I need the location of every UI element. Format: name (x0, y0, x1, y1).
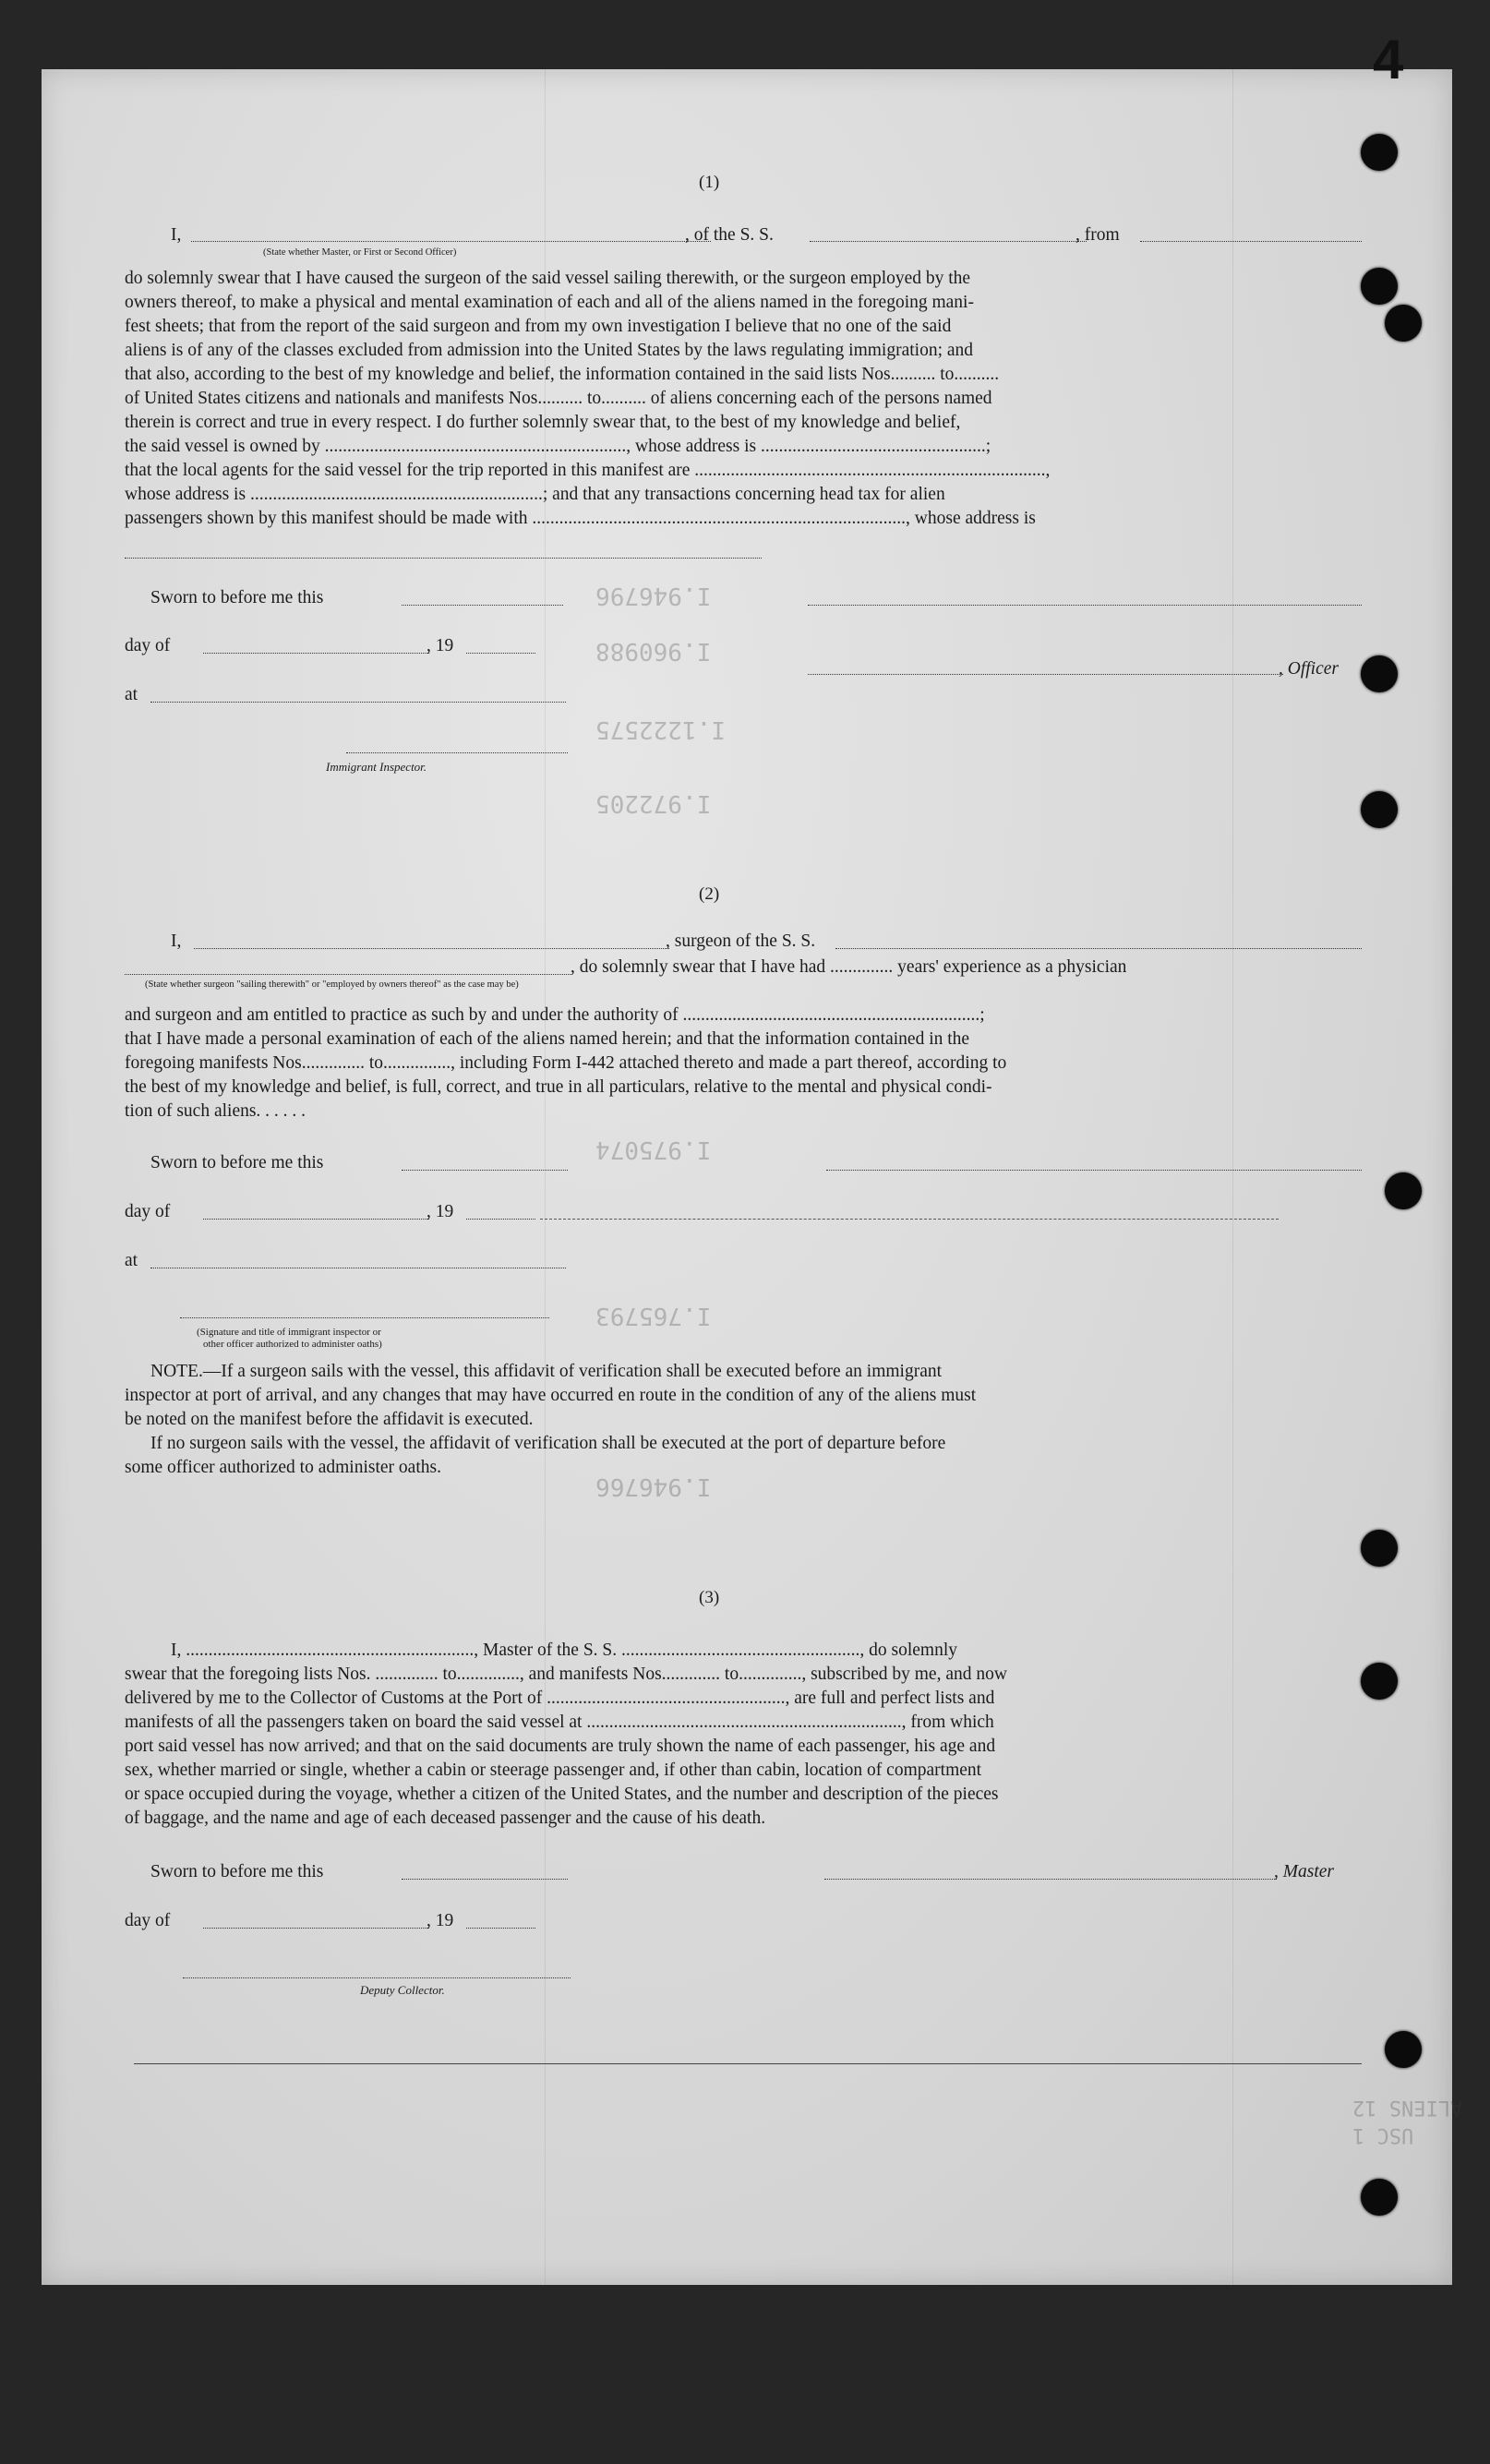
vessel-name-blank[interactable] (810, 241, 1087, 242)
bleed-through-text: I.946766 (595, 1472, 712, 1500)
surgeon-name-blank[interactable] (194, 948, 669, 949)
oath-line: I, ................................................................, Master of the S. S. ....................................................., do solemnly (171, 1641, 958, 1660)
punch-hole (1361, 655, 1398, 692)
port-from-blank[interactable] (1140, 241, 1362, 242)
oath-line: that also, according to the best of my knowledge and belief, the information contained in the said lists Nos.......... to.......... (125, 365, 1000, 384)
master-label: , Master (1274, 1862, 1334, 1881)
year-blank[interactable] (466, 653, 535, 654)
signature-caption: (Signature and title of immigrant inspector or (197, 1327, 381, 1338)
bottom-rule (134, 2063, 1362, 2064)
of-ss-label: , of the S. S. (685, 225, 774, 245)
surgeon-oath-line: , do solemnly swear that I have had .............. years' experience as a physician (571, 957, 1127, 977)
oath-line: that the local agents for the said vessel for the trip reported in this manifest are .............................................................................., (125, 461, 1051, 480)
corner-mark: 4 (1373, 29, 1404, 90)
punch-hole (1385, 2031, 1422, 2068)
note-line: If no surgeon sails with the vessel, the affidavit of verification shall be executed at the port of departure before (150, 1434, 946, 1453)
punch-hole (1385, 305, 1422, 342)
year-prefix: , 19 (427, 1202, 454, 1221)
year-prefix: , 19 (427, 636, 454, 655)
officer-rank-note: (State whether Master, or First or Second Officer) (263, 247, 457, 258)
punch-hole (1361, 791, 1398, 828)
bleed-through-text: I.765793 (595, 1302, 712, 1329)
oath-line: manifests of all the passengers taken on board the said vessel at ......................................................................, from which (125, 1713, 994, 1732)
surgeon-status-blank[interactable] (125, 974, 572, 975)
at-label: at (125, 685, 138, 704)
document-sheet (42, 69, 1463, 2285)
officer-title-blank[interactable] (808, 674, 1283, 675)
oath-line: swear that the foregoing lists Nos. .............. to.............., and manifests Nos............. to.............., subscribed by me, and now (125, 1665, 1007, 1684)
from-label: , from (1075, 225, 1120, 245)
section2-note (125, 1360, 1362, 1480)
note-line: inspector at port of arrival, and any changes that may have occurred en route in the condition of any of the aliens must (125, 1386, 977, 1405)
oath-line: or space occupied during the voyage, whether a citizen of the United States, and the number and description of the pieces (125, 1785, 999, 1804)
inspector-signature-blank[interactable] (346, 752, 568, 753)
day-of-label: day of (125, 1911, 171, 1930)
oath-line: fest sheets; that from the report of the said surgeon and from my own investigation I believe that no one of the said (125, 317, 952, 336)
oath-line: port said vessel has now arrived; and that on the said documents are truly shown the name of each passenger, his age and (125, 1737, 996, 1756)
bleed-through-text: I.946796 (595, 582, 712, 609)
oath-line: the best of my knowledge and belief, is full, correct, and true in all particulars, relative to the mental and physical condi- (125, 1077, 992, 1097)
surgeon-status-note: (State whether surgeon "sailing therewith" or "employed by owners thereof" as the case may be) (145, 980, 519, 990)
sworn-label: Sworn to before me this (150, 1862, 324, 1881)
oath-line: of United States citizens and nationals and manifests Nos.......... to.......... of aliens concerning each of the persons named (125, 389, 992, 408)
oath-line: passengers shown by this manifest should be made with ..................................................................................., whose address is (125, 509, 1036, 528)
oath-line: and surgeon and am entitled to practice as such by and under the authority of ..................................................................; (125, 1005, 985, 1025)
day-of-label: day of (125, 1202, 171, 1221)
oath-line: tion of such aliens. . . . . . (125, 1101, 306, 1121)
punch-hole (1361, 1530, 1398, 1567)
section3-oath-text (125, 1639, 1362, 1831)
oath-i-label: I, (171, 932, 182, 951)
vessel-name-blank[interactable] (835, 948, 1362, 949)
year-blank[interactable] (466, 1928, 535, 1929)
oath-line: owners thereof, to make a physical and mental examination of each and all of the aliens named in the foregoing mani- (125, 293, 974, 312)
punch-hole (1385, 1172, 1422, 1209)
punch-hole (1361, 268, 1398, 305)
oath-line: aliens is of any of the classes excluded from admission into the United States by the laws regulating immigration; and (125, 341, 974, 360)
sworn-label: Sworn to before me this (150, 588, 324, 607)
oath-line: delivered by me to the Collector of Customs at the Port of ....................................................., are full and perfect lists and (125, 1689, 995, 1708)
place-blank[interactable] (150, 702, 566, 703)
officer-name-blank[interactable] (191, 241, 711, 242)
oath-line: the said vessel is owned by ..................................................................., whose address is ..................................................; (125, 437, 991, 456)
bleed-through-text: I.975074 (595, 1136, 712, 1163)
oath-line: that I have made a personal examination of each of the aliens named herein; and that the information contained in the (125, 1029, 970, 1049)
bleed-through-text: ALIENS 12 (1352, 2096, 1463, 2119)
signature-caption: other officer authorized to administer oaths) (203, 1339, 382, 1350)
oath-i-label: I, (171, 225, 182, 245)
inspector-signature-blank[interactable] (180, 1317, 549, 1318)
punch-hole (1361, 1663, 1398, 1700)
sworn-date-blank[interactable] (402, 605, 563, 606)
struck-line (540, 1219, 1279, 1220)
month-blank[interactable] (203, 1219, 429, 1220)
note-line: be noted on the manifest before the affidavit is executed. (125, 1410, 534, 1429)
bleed-through-text: I.1222575 (595, 715, 726, 743)
year-blank[interactable] (466, 1219, 535, 1220)
bleed-through-text: USC 1 (1352, 2123, 1414, 2146)
surgeon-signature-blank[interactable] (826, 1170, 1362, 1171)
sworn-date-blank[interactable] (402, 1879, 568, 1880)
oath-line: whose address is .................................................................; and that any transactions concerning head tax for alien (125, 485, 945, 504)
bleed-through-text: I.960988 (595, 637, 712, 665)
sworn-date-blank[interactable] (402, 1170, 568, 1171)
month-blank[interactable] (203, 1928, 429, 1929)
section2-oath-text (125, 1004, 1362, 1124)
officer-signature-blank[interactable] (808, 605, 1362, 606)
officer-label: , Officer (1279, 659, 1339, 679)
punch-hole (1361, 134, 1398, 171)
section-number: (1) (699, 173, 720, 192)
at-label: at (125, 1251, 138, 1270)
inspector-caption: Immigrant Inspector. (326, 760, 427, 774)
section-number: (3) (699, 1588, 720, 1607)
day-of-label: day of (125, 636, 171, 655)
oath-line: do solemnly swear that I have caused the surgeon of the said vessel sailing therewith, or the surgeon employed by the (125, 269, 971, 288)
note-line: NOTE.—If a surgeon sails with the vessel, this affidavit of verification shall be executed before an immigrant (150, 1362, 943, 1381)
month-blank[interactable] (203, 653, 429, 654)
oath-line: foregoing manifests Nos.............. to..............., including Form I-442 attached thereto and made a part thereof, according to (125, 1053, 1007, 1073)
collector-signature-blank[interactable] (183, 1977, 571, 1978)
section-number: (2) (699, 884, 720, 904)
deputy-collector-caption: Deputy Collector. (360, 1983, 445, 1997)
punch-hole (1361, 2179, 1398, 2216)
oath-line: sex, whether married or single, whether a cabin or steerage passenger and, if other than cabin, location of compartment (125, 1761, 982, 1780)
bleed-through-text: I.972205 (595, 789, 712, 817)
agent-name-blank[interactable] (125, 558, 762, 559)
note-line: some officer authorized to administer oaths. (125, 1458, 441, 1477)
oath-line: of baggage, and the name and age of each deceased passenger and the cause of his death. (125, 1809, 766, 1828)
sworn-label: Sworn to before me this (150, 1153, 324, 1172)
year-prefix: , 19 (427, 1911, 454, 1930)
oath-line: therein is correct and true in every respect. I do further solemnly swear that, to the best of my knowledge and belief, (125, 413, 961, 432)
section1-oath-text (125, 267, 1362, 531)
master-signature-blank[interactable] (824, 1879, 1277, 1880)
surgeon-of-label: , surgeon of the S. S. (666, 932, 816, 951)
